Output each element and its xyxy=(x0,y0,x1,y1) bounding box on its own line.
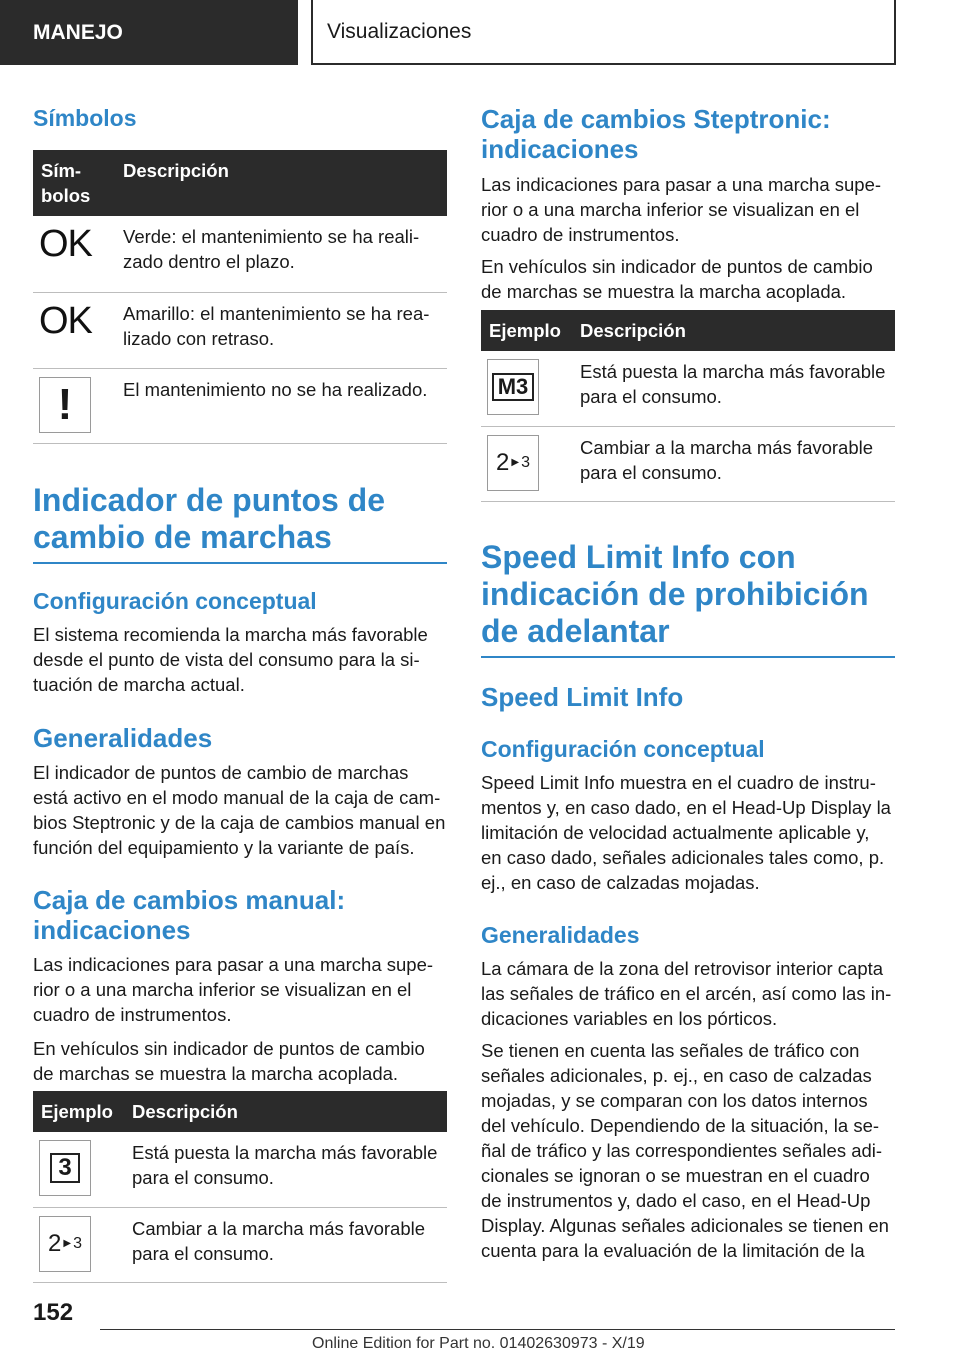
table-header: Ejemplo xyxy=(481,310,572,351)
section-title-gearshift: Indicador de puntos de cambio de marchas xyxy=(33,482,447,564)
warning-exclamation-icon: ! xyxy=(39,377,91,433)
symbols-table-wrap xyxy=(33,150,447,444)
table-cell: El mantenimiento no se ha realizado. xyxy=(115,368,447,443)
gear-m3-icon: M3 xyxy=(487,359,539,415)
table-header: Descripción xyxy=(115,150,447,216)
page-number: 152 xyxy=(33,1299,74,1326)
table-cell: Cambiar a la marcha más favorable para el consumo. xyxy=(572,426,895,501)
section-title-speed-limit: Speed Limit Info con indicación de prohibición de adelantar xyxy=(481,539,895,658)
table-header: Descripción xyxy=(124,1091,447,1132)
general-text: El indicador de puntos de cambio de marchas está activo en el modo manual de la caja de cam-bios Steptronic y de la caja de cambios manual en función del equipamiento y la variante de país. xyxy=(33,762,446,858)
table-cell: Verde: el mantenimiento se ha reali-zado dentro el plazo. xyxy=(115,216,447,292)
concept-text: El sistema recomienda la marcha más favorable desde el punto de vista del consumo para la si-tuación de marcha actual. xyxy=(33,624,428,695)
arrow-right-icon: ▶ xyxy=(63,1238,72,1249)
table-row xyxy=(33,292,447,368)
table-header: Ejemplo xyxy=(33,1091,124,1132)
table-header: Sím- bolos xyxy=(33,150,115,216)
manual-heading: Caja de cambios manual: indicaciones xyxy=(33,885,346,945)
table-row xyxy=(481,351,895,426)
table-row xyxy=(33,216,447,292)
steptronic-text-2: En vehículos sin indicador de puntos de cambio de marchas se muestra la marcha acoplada. xyxy=(481,256,873,302)
general-text-1: La cámara de la zona del retrovisor interior capta las señales de tráfico en el arcén, así como las in-dicaciones variables en los pórticos. xyxy=(481,958,892,1029)
chapter-title: Visualizaciones xyxy=(327,19,472,43)
shift-up-icon: 2 ▶ 3 xyxy=(487,435,539,491)
table-cell: Está puesta la marcha más favorable para el consumo. xyxy=(572,351,895,426)
arrow-right-icon: ▶ xyxy=(511,457,520,468)
table-cell: Amarillo: el mantenimiento se ha rea-lizado con retraso. xyxy=(115,292,447,368)
general-text-2: Se tienen en cuenta las señales de tráfico con señales adicionales, p. ej., en caso de calzadas mojadas, y se comparan con los datos internos del vehículo. Dependiendo de la situación, la se-ñal de tráfico y las correspondientes señales adi-cionales se ignoran o se muestran en el cuadro de instrumentos y, dado el caso, en el Head-Up Display. Algunas señales adicionales se tienen en cuenta para la evaluación de la limitación de la xyxy=(481,1040,889,1261)
shift-up-icon: 2 ▶ 3 xyxy=(39,1216,91,1272)
table-row xyxy=(33,368,447,443)
section-title: MANEJO xyxy=(33,20,123,44)
table-row xyxy=(481,426,895,501)
symbols-table xyxy=(33,150,447,444)
manual-gear-table xyxy=(33,1091,447,1283)
general-heading: Generalidades xyxy=(481,922,640,948)
steptronic-heading: Caja de cambios Steptronic: indicaciones xyxy=(481,104,831,164)
edition-note: Online Edition for Part no. 01402630973 - X/19 xyxy=(312,1335,645,1352)
table-row xyxy=(33,1132,447,1207)
ok-symbol-icon: OK xyxy=(39,223,92,265)
chapter-tab xyxy=(311,0,896,65)
footer-divider xyxy=(100,1329,895,1330)
ok-symbol-icon: OK xyxy=(39,299,92,342)
table-cell: Está puesta la marcha más favorable para el consumo. xyxy=(124,1132,447,1207)
table-header: Descripción xyxy=(572,310,895,351)
general-heading: Generalidades xyxy=(33,723,213,753)
manual-text-1: Las indicaciones para pasar a una marcha supe-rior o a una marcha inferior se visualizan en el cuadro de instrumentos. xyxy=(33,954,434,1025)
table-row xyxy=(33,1207,447,1282)
concept-heading: Configuración conceptual xyxy=(481,736,765,762)
symbols-heading: Símbolos xyxy=(33,105,137,131)
section-tab xyxy=(0,0,298,65)
concept-text: Speed Limit Info muestra en el cuadro de instru-mentos y, en caso dado, en el Head-Up Display la limitación de velocidad actualmente aplicable y, en caso dado, señales adicionales tales como, p. ej., en caso de calzadas mojadas. xyxy=(481,772,891,893)
steptronic-text-1: Las indicaciones para pasar a una marcha supe-rior o a una marcha inferior se visualizan en el cuadro de instrumentos. xyxy=(481,174,882,245)
table-cell: Cambiar a la marcha más favorable para el consumo. xyxy=(124,1207,447,1282)
speed-limit-info-heading: Speed Limit Info xyxy=(481,682,684,712)
steptronic-gear-table xyxy=(481,310,895,502)
manual-text-2: En vehículos sin indicador de puntos de cambio de marchas se muestra la marcha acoplada. xyxy=(33,1038,425,1084)
gear-3-icon: 3 xyxy=(39,1140,91,1196)
concept-heading: Configuración conceptual xyxy=(33,588,317,614)
